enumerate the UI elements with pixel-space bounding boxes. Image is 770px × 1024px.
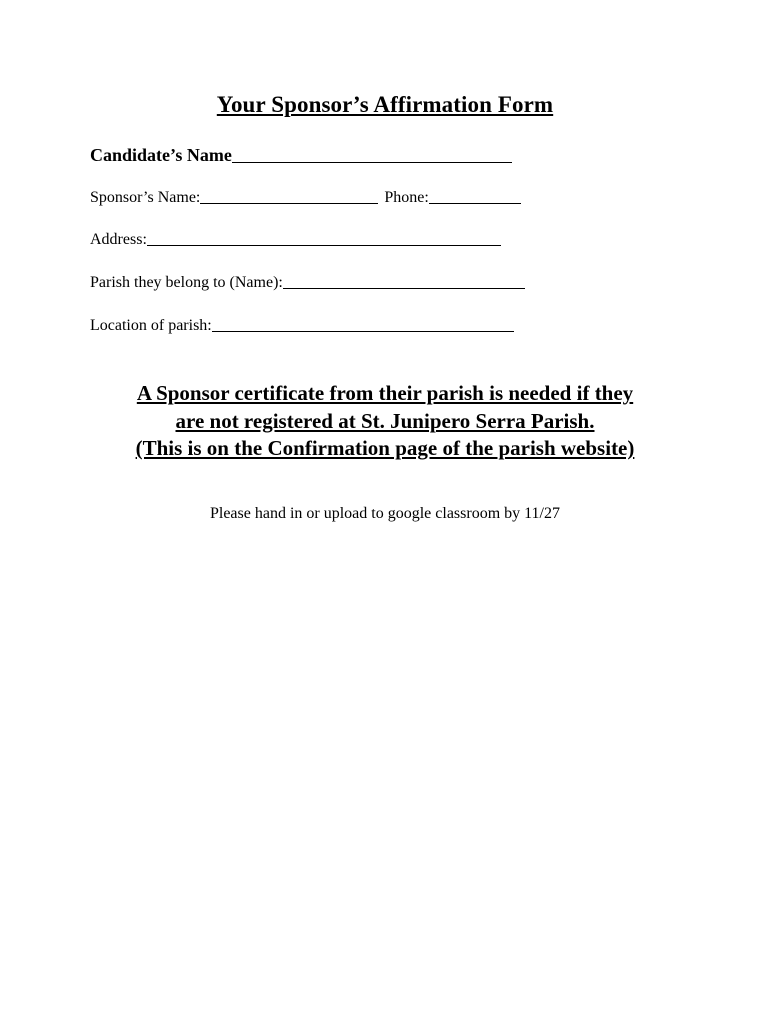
location-blank[interactable] xyxy=(212,317,514,332)
parish-label: Parish they belong to (Name): xyxy=(90,274,283,291)
sponsor-name-label: Sponsor’s Name: xyxy=(90,189,201,206)
parish-blank[interactable] xyxy=(283,274,525,289)
notice-line-2: are not registered at St. Junipero Serra Parish. xyxy=(175,408,595,433)
form-title: Your Sponsor’s Affirmation Form xyxy=(216,92,554,117)
candidate-name-field xyxy=(90,145,512,166)
address-blank[interactable] xyxy=(147,231,501,246)
location-label: Location of parish: xyxy=(90,317,212,334)
phone-label: Phone: xyxy=(384,189,429,206)
sponsor-certificate-notice xyxy=(0,380,770,463)
address-label: Address: xyxy=(90,231,147,248)
location-field xyxy=(90,317,514,335)
candidate-name-blank[interactable] xyxy=(232,148,512,163)
candidate-name-label: Candidate’s Name xyxy=(90,145,232,165)
notice-line-1: A Sponsor certificate from their parish is needed if they xyxy=(136,381,634,405)
notice-line-3: (This is on the Confirmation page of the parish website) xyxy=(135,436,635,460)
phone-blank[interactable] xyxy=(429,189,521,204)
parish-field xyxy=(90,274,525,292)
address-field xyxy=(90,231,501,249)
sponsor-name-blank[interactable] xyxy=(200,189,378,204)
deadline-text: Please hand in or upload to google classroom by 11/27 xyxy=(209,505,560,522)
sponsor-name-field xyxy=(90,189,521,207)
